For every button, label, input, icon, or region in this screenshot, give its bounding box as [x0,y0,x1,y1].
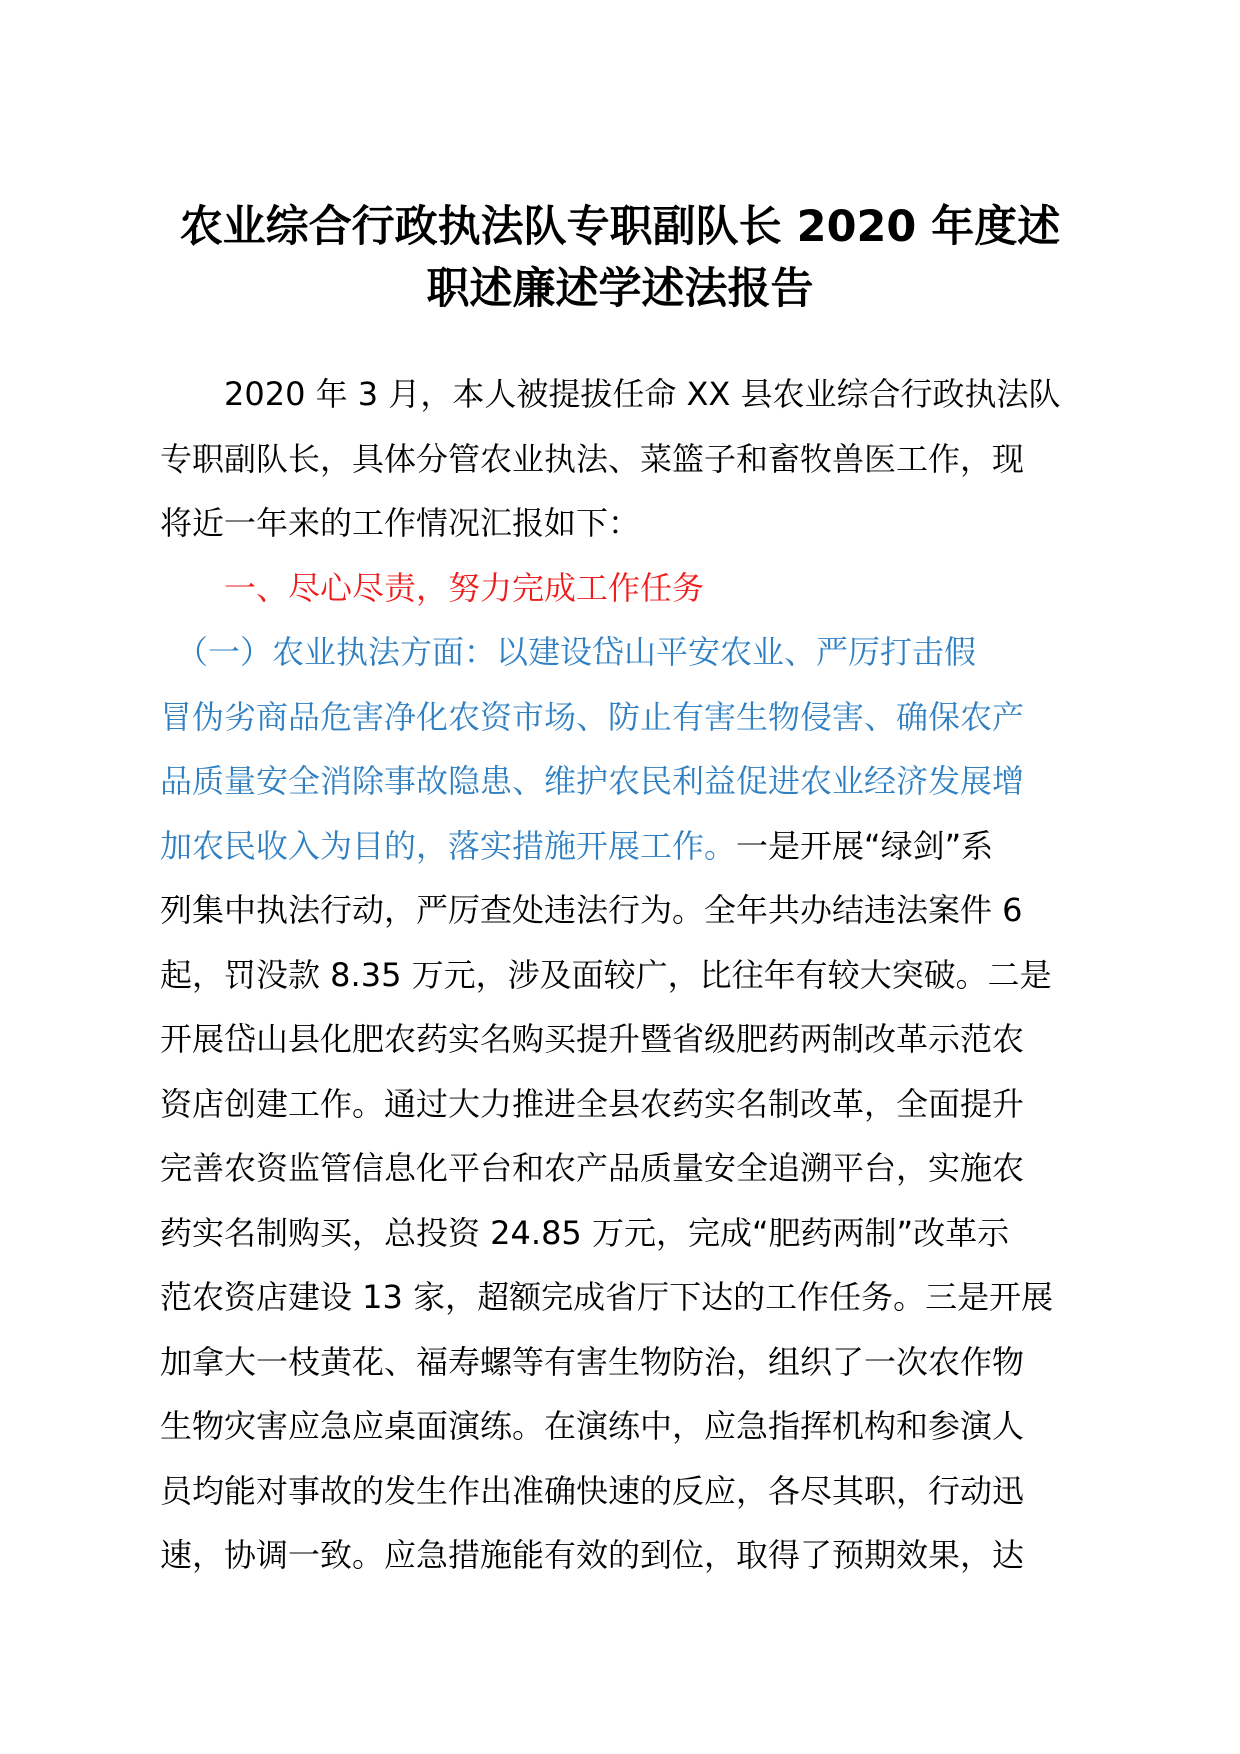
body-line: 药实名制购买，总投资 24.85 万元，完成“肥药两制”改革示 [160,1213,1010,1252]
body-line: 开展岱山县化肥农药实名购买提升暨省级肥药两制改革示范农 [160,1020,1025,1058]
title-line-1: 农业综合行政执法队专职副队长 2020 年度述 [179,202,1061,252]
body-line-mixed [160,814,1100,879]
subsection-heading-line: 冒伪劣商品危害净化农资市场、防止有害生物侵害、确保农产 [160,697,1025,736]
subsection-heading-line: 品质量安全消除事故隐患、维护农民利益促进农业经济发展增 [160,762,1025,800]
body-line: 加拿大一枝黄花、福寿螺等有害生物防治，组织了一次农作物 [160,1342,1025,1381]
body-line: 2020 年 3 月，本人被提拔任命 XX 县农业综合行政执法队 [160,375,1061,413]
body-text-run: 一是开展“绿剑”系 [736,826,994,865]
body-line: 范农资店建设 13 家，超额完成省厅下达的工作任务。三是开展 [160,1278,1054,1316]
body-line: 速，协调一致。应急措施能有效的到位，取得了预期效果，达 [160,1536,1025,1574]
section-heading-1: 一、尽心尽责，努力完成工作任务 [160,568,705,607]
body-line: 完善农资监管信息化平台和农产品质量安全追溯平台，实施农 [160,1149,1025,1187]
body-line: 专职副队长，具体分管农业执法、菜篮子和畜牧兽医工作，现 [160,439,1025,478]
body-line: 生物灾害应急应桌面演练。在演练中，应急指挥机构和参演人 [160,1407,1025,1445]
body-line: 起，罚没款 8.35 万元，涉及面较广，比往年有较大突破。二是 [160,955,1052,994]
body-line: 将近一年来的工作情况汇报如下： [160,504,641,542]
body-line: 员均能对事故的发生作出准确快速的反应，各尽其职，行动迅 [160,1471,1025,1510]
document-title [140,196,1100,320]
body-line: 列集中执法行动，严厉查处违法行为。全年共办结违法案件 6 [160,891,1023,929]
body-line: 资店创建工作。通过大力推进全县农药实名制改革，全面提升 [160,1084,1025,1123]
subsection-heading-end: 加农民收入为目的，落实措施开展工作。 [160,826,737,865]
subsection-heading-line: （一）农业执法方面：以建设岱山平安农业、严厉打击假 [160,633,977,671]
title-line-2: 职述廉述学述法报告 [426,264,814,314]
document-body [160,362,1100,1588]
